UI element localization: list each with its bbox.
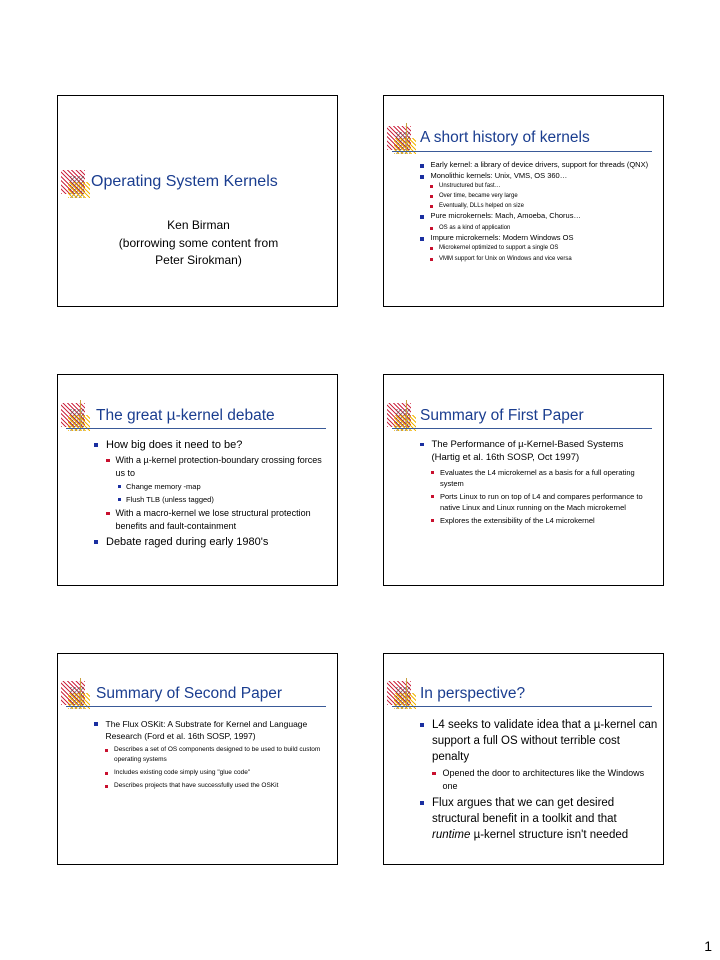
slide-title: Summary of First Paper <box>420 407 584 424</box>
slide-logo-icon <box>61 170 91 200</box>
credit-line-1: (borrowing some content from <box>118 236 279 250</box>
list-item: With a µ-kernel protection-boundary crossing forces us to <box>94 454 328 480</box>
list-item: Explores the extensibility of the L4 microkernel <box>420 515 654 526</box>
list-item: L4 seeks to validate idea that a µ-kernel can support a full OS without terrible cost penalty <box>420 717 658 765</box>
slide-body <box>94 438 328 549</box>
slide-title: A short history of kernels <box>420 129 590 146</box>
list-item: Evaluates the L4 microkernel as a basis for a full operating system <box>420 467 654 489</box>
list-item: Unstructured but fast… <box>420 181 652 191</box>
list-item: The Performance of µ-Kernel-Based Systems (Hartig et al. 16th SOSP, Oct 1997) <box>420 438 654 464</box>
list-item: Flux argues that we can get desired structural benefit in a toolkit and that runtime µ-kernel structure isn't needed <box>420 795 658 843</box>
slide-6 <box>383 653 664 865</box>
list-item: Early kernel: a library of device drivers, support for threads (QNX) <box>420 160 652 170</box>
slide-body <box>420 160 652 264</box>
slide-3 <box>57 374 338 586</box>
list-item: Impure microkernels: Modern Windows OS <box>420 233 652 243</box>
slide-body <box>420 438 654 526</box>
list-item: Describes a set of OS components designed to be used to build custom operating systems <box>94 745 326 765</box>
list-item: Ports Linux to run on top of L4 and compares performance to native Linux and Linux running on the Mach microkernel <box>420 491 654 513</box>
slide-5 <box>57 653 338 865</box>
list-item: With a macro-kernel we lose structural protection benefits and fault-containment <box>94 507 328 533</box>
list-item: Describes projects that have successfully used the OSKit <box>94 781 326 791</box>
page-number: 1 <box>704 938 712 954</box>
list-item: VMM support for Unix on Windows and vice versa <box>420 254 652 264</box>
author-name: Ken Birman <box>167 218 230 232</box>
list-item: The Flux OSKit: A Substrate for Kernel and Language Research (Ford et al. 16th SOSP, 1997) <box>94 718 326 742</box>
list-item: Monolithic kernels: Unix, VMS, OS 360… <box>420 171 652 181</box>
slide-4 <box>383 374 664 586</box>
slide-title: The great µ-kernel debate <box>96 407 275 424</box>
list-item: Microkernel optimized to support a single OS <box>420 243 652 253</box>
slide-1 <box>57 95 338 307</box>
list-item: Change memory -map <box>94 481 328 492</box>
list-item: Opened the door to architectures like the Windows one <box>420 767 658 793</box>
list-item: How big does it need to be? <box>94 438 328 452</box>
list-item: Pure microkernels: Mach, Amoeba, Chorus… <box>420 211 652 221</box>
list-item: Eventually, DLLs helped on size <box>420 201 652 211</box>
list-item: Over time, became very large <box>420 191 652 201</box>
list-item: Flush TLB (unless tagged) <box>94 494 328 505</box>
credit-line-2: Peter Sirokman) <box>155 253 242 267</box>
slide-2 <box>383 95 664 307</box>
slide-title: In perspective? <box>420 685 526 702</box>
slide-body <box>420 717 658 843</box>
list-item: Debate raged during early 1980's <box>94 535 328 549</box>
list-item: OS as a kind of application <box>420 223 652 233</box>
list-item: Includes existing code simply using "glue code" <box>94 768 326 778</box>
slide-title: Summary of Second Paper <box>96 685 283 702</box>
slide-body <box>94 718 326 791</box>
slide-title: Operating System Kernels <box>91 173 278 190</box>
